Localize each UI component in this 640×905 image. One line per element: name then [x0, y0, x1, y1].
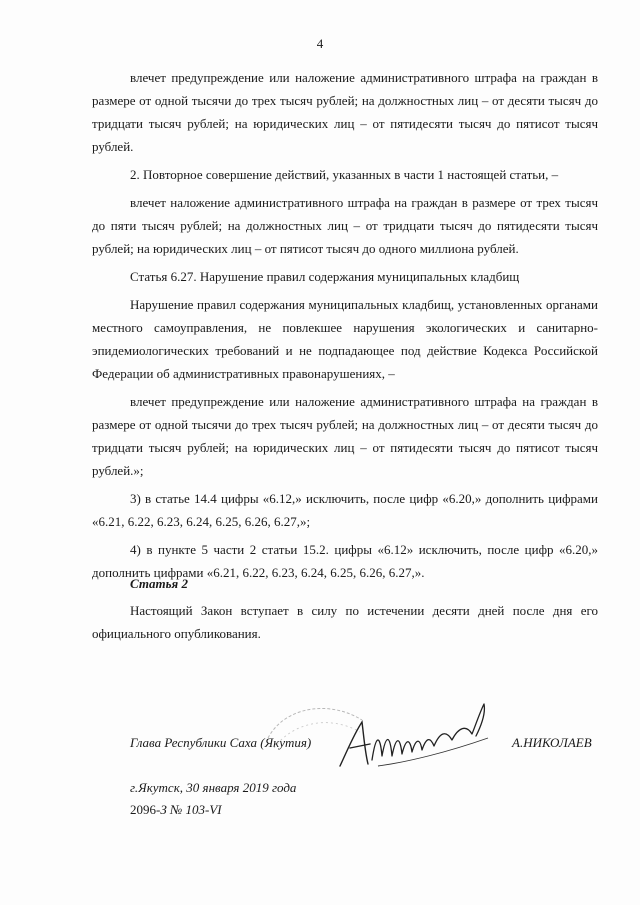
article-2-text: Настоящий Закон вступает в силу по истечении десяти дней после дня его официального опубликования.: [92, 603, 598, 641]
document-body: [92, 66, 598, 589]
paragraph: влечет предупреждение или наложение административного штрафа на граждан в размере от одной тысячи до трех тысяч рублей; на должностных лиц – от десяти тысяч до тридцати тысяч рублей; на юридических лиц – от пятидесяти тысяч до пятисот тысяч рублей.: [92, 70, 598, 154]
signatory-position: Глава Республики Саха (Якутия): [130, 735, 312, 750]
page-number: 4: [316, 36, 324, 51]
handwritten-signature: [318, 694, 508, 776]
registration-number: [130, 802, 222, 818]
signatory-name: А.НИКОЛАЕВ: [512, 735, 592, 750]
amendment-item: 3) в статье 14.4 цифры «6.12,» исключить, после цифр «6.20,» дополнить цифрами «6.21, 6.22, 6.23, 6.24, 6.25, 6.26, 6.27,»;: [92, 491, 598, 529]
registration-number-rest: З № 103-VI: [160, 802, 222, 817]
paragraph: влечет предупреждение или наложение административного штрафа на граждан в размере от одной тысячи до трех тысяч рублей; на должностных лиц – от десяти тысяч до тридцати тысяч рублей; на юридических лиц – от пятидесяти тысяч до пятисот тысяч рублей.»;: [92, 394, 598, 478]
paragraph: влечет наложение административного штрафа на граждан в размере от трех тысяч до пяти тысяч рублей; на должностных лиц – от тридцати тысяч до пятидесяти тысяч рублей; на юридических лиц – от пятисот тысяч до одного миллиона рублей.: [92, 195, 598, 256]
article-2-heading: Статья 2: [130, 576, 188, 591]
paragraph: 2. Повторное совершение действий, указанных в части 1 настоящей статьи, –: [130, 167, 559, 182]
registration-number-prefix: 2096-: [130, 802, 161, 817]
paragraph: Нарушение правил содержания муниципальных кладбищ, установленных органами местного самоуправления, не повлекшее нарушения экологических и санитарно-эпидемиологических требований и не подпадающее под действие Кодекса Российской Федерации об административных правонарушениях, –: [92, 297, 598, 381]
amendment-item: 4) в пункте 5 части 2 статьи 15.2. цифры «6.12» исключить, после цифр «6.20,» дополнить цифрами «6.21, 6.22, 6.23, 6.24, 6.25, 6.26, 6.27,».: [92, 542, 598, 580]
article-title: Статья 6.27. Нарушение правил содержания муниципальных кладбищ: [130, 269, 520, 284]
place-and-date: г.Якутск, 30 января 2019 года: [130, 780, 297, 795]
article-2-section: [92, 572, 598, 645]
